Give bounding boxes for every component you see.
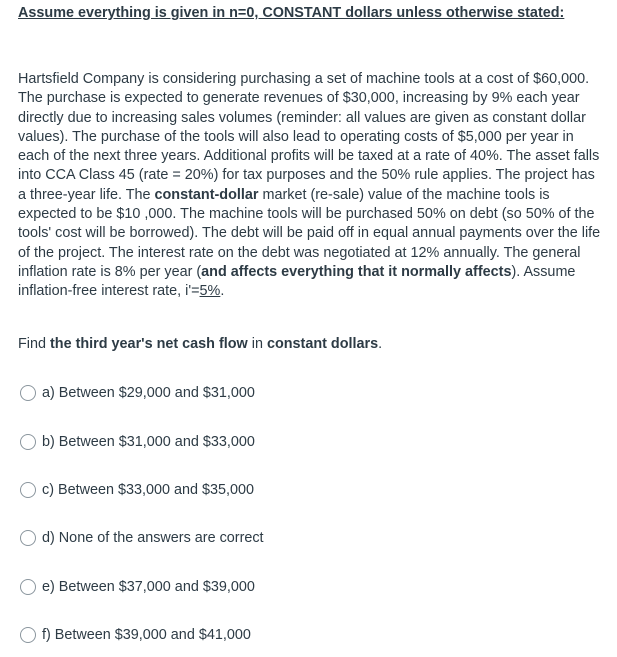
question-prompt	[18, 335, 382, 354]
option-e[interactable]	[20, 575, 255, 599]
question-bold-constant-dollar: constant-dollar	[154, 186, 259, 203]
question-part-2: market (re-sale) value of the machine tools is expected to be $10 ,000. The machine tools will be purchased 50% on debt (so 50% of the tools' cost will be borrowed). The debt will be paid off in equal annual payments over the life of the project. The interest rate on the debt was negotiated at 12% annually. The general inflation rate is 8% per year (	[18, 186, 601, 280]
question-bold-inflation: and affects everything that it normally affects	[201, 263, 512, 280]
option-f-label[interactable]: f) Between $39,000 and $41,000	[42, 627, 251, 643]
option-b[interactable]	[20, 430, 255, 454]
option-c[interactable]	[20, 478, 254, 502]
prompt-part-2: in	[247, 336, 267, 352]
question-paragraph	[18, 70, 602, 302]
option-f[interactable]	[20, 623, 251, 647]
option-f-radio[interactable]	[20, 627, 36, 643]
option-a-label[interactable]: a) Between $29,000 and $31,000	[42, 385, 255, 401]
option-a-radio[interactable]	[20, 385, 36, 401]
inflation-free-rate: 5%	[199, 283, 221, 300]
option-d-radio[interactable]	[20, 530, 36, 546]
instructions-header: Assume everything is given in n=0, CONSTANT dollars unless otherwise stated:	[18, 5, 565, 21]
option-a[interactable]	[20, 381, 255, 405]
question-text	[18, 70, 602, 302]
option-b-radio[interactable]	[20, 434, 36, 450]
question-part-1: Hartsfield Company is considering purchasing a set of machine tools at a cost of $60,000. The purchase is expected to generate revenues of $30,000, increasing by 9% each year directly due to increasing sales volumes (reminder: all values are given as constant dollar values). The purchase of the tools will also lead to operating costs of $5,000 per year in each of the next three years. Additional profits will be taxed at a rate of 40%. The asset falls into CCA Class 45 (rate = 20%) for tax purposes and the 50% rule applies. The project has a three-year life. The	[18, 71, 600, 203]
prompt-bold-net-cash-flow: the third year's net cash flow	[50, 336, 248, 352]
option-d-label[interactable]: d) None of the answers are correct	[42, 530, 264, 546]
question-part-3: ). Assume inflation-free interest rate, i'=	[18, 263, 576, 300]
option-d[interactable]	[20, 526, 264, 550]
option-b-label[interactable]: b) Between $31,000 and $33,000	[42, 434, 255, 450]
option-c-label[interactable]: c) Between $33,000 and $35,000	[42, 482, 255, 498]
option-e-label[interactable]: e) Between $37,000 and $39,000	[42, 579, 255, 595]
question-part-4: .	[220, 283, 225, 300]
prompt-bold-constant-dollars: constant dollars	[266, 336, 379, 352]
prompt-part-3: .	[378, 336, 383, 352]
option-e-radio[interactable]	[20, 579, 36, 595]
prompt-part-1: Find	[18, 336, 50, 352]
option-c-radio[interactable]	[20, 482, 36, 498]
